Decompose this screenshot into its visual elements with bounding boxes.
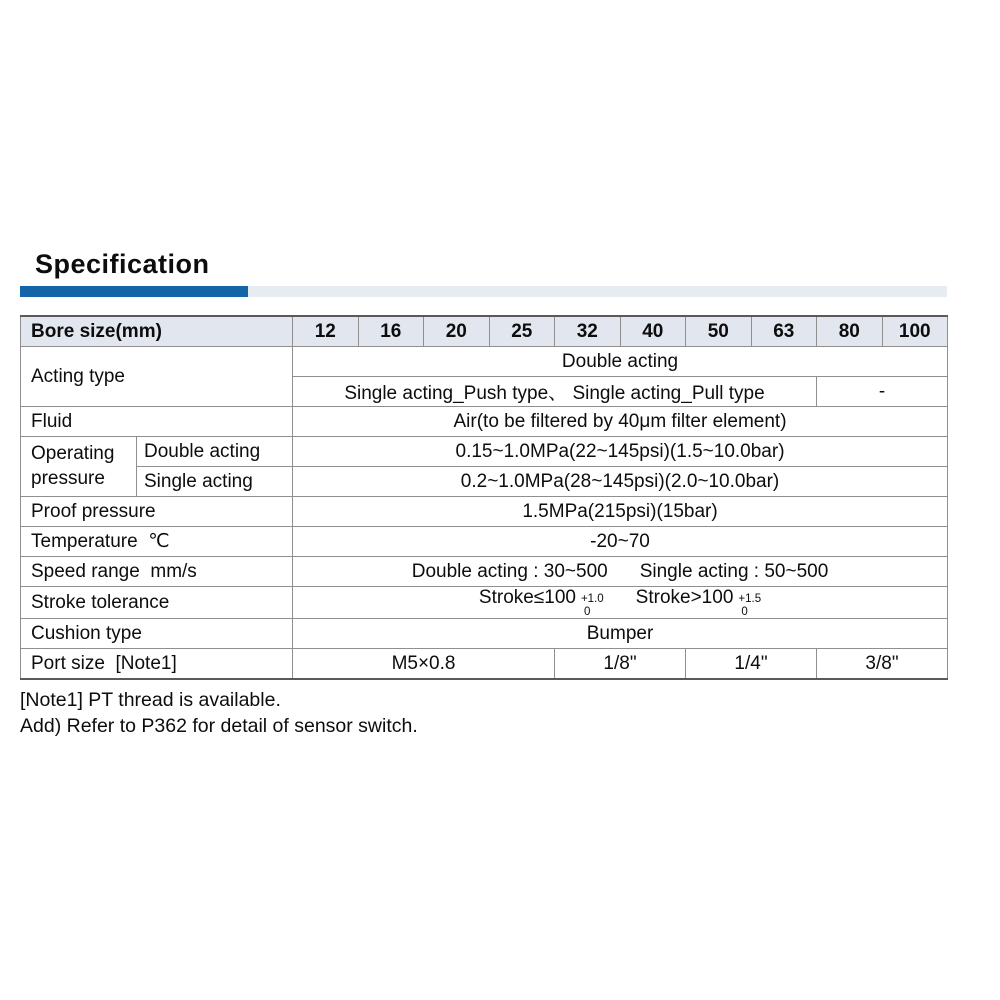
stroke-tolerance-seg2-text: Stroke>100	[635, 587, 734, 609]
operating-pressure-label: Operating pressure	[21, 437, 137, 497]
table-row-proof-pressure	[21, 497, 948, 527]
tolerance-subscript: 0	[583, 605, 591, 618]
tolerance-subscript: 0	[741, 605, 748, 618]
bore-size-col: 63	[751, 316, 817, 347]
bore-size-col: 50	[686, 316, 752, 347]
table-row-cushion-type	[21, 619, 948, 649]
table-row-port-size	[21, 649, 948, 680]
acting-type-single-na: -	[817, 377, 948, 407]
speed-range-value	[293, 557, 948, 587]
table-row-fluid	[21, 407, 948, 437]
acting-type-single-value: Single acting_Push type、 Single acting_Pull type	[293, 377, 817, 407]
bore-size-col: 80	[817, 316, 883, 347]
port-size-1-4: 1/4"	[686, 649, 817, 680]
table-row-operating-pressure-single	[21, 467, 948, 497]
operating-pressure-single-sublabel: Single acting	[137, 467, 293, 497]
table-row-operating-pressure-double	[21, 437, 948, 467]
bore-size-col: 25	[489, 316, 555, 347]
spec-section	[20, 248, 947, 739]
table-row-stroke-tolerance	[21, 587, 948, 619]
footnotes	[20, 687, 947, 739]
speed-range-single: Single acting : 50~500	[639, 560, 829, 582]
title-underline-dark-segment	[20, 286, 248, 297]
bore-size-col: 12	[293, 316, 359, 347]
title-underline-bar	[20, 286, 947, 297]
cushion-type-value: Bumper	[293, 619, 948, 649]
bore-size-col: 40	[620, 316, 686, 347]
tolerance-superscript: +1.0	[580, 593, 604, 606]
fluid-label: Fluid	[21, 407, 293, 437]
bore-size-header-label: Bore size(mm)	[21, 316, 293, 347]
acting-type-double-value: Double acting	[293, 347, 948, 377]
tolerance-superscript: +1.5	[738, 593, 762, 606]
title-underline-light-segment	[248, 286, 947, 297]
operating-pressure-double-sublabel: Double acting	[137, 437, 293, 467]
table-row-speed-range	[21, 557, 948, 587]
stroke-tolerance-seg1-stack	[581, 593, 604, 617]
proof-pressure-label: Proof pressure	[21, 497, 293, 527]
footnote-line-1: [Note1] PT thread is available.	[20, 689, 281, 711]
bore-size-col: 20	[424, 316, 490, 347]
operating-pressure-single-value: 0.2~1.0MPa(28~145psi)(2.0~10.0bar)	[293, 467, 948, 497]
table-row-acting-type-double	[21, 347, 948, 377]
port-size-m5: M5×0.8	[293, 649, 555, 680]
bore-size-col: 32	[555, 316, 621, 347]
speed-range-double: Double acting : 30~500	[411, 560, 608, 582]
port-size-3-8: 3/8"	[817, 649, 948, 680]
table-row-bore-size	[21, 316, 948, 347]
footnote-line-2: Add) Refer to P362 for detail of sensor switch.	[20, 715, 418, 737]
operating-pressure-double-value: 0.15~1.0MPa(22~145psi)(1.5~10.0bar)	[293, 437, 948, 467]
cushion-type-label: Cushion type	[21, 619, 293, 649]
acting-type-label: Acting type	[21, 347, 293, 407]
port-size-label: Port size [Note1]	[21, 649, 293, 680]
table-row-temperature	[21, 527, 948, 557]
temperature-label: Temperature ℃	[21, 527, 293, 557]
temperature-value: -20~70	[293, 527, 948, 557]
speed-range-label: Speed range mm/s	[21, 557, 293, 587]
stroke-tolerance-seg2-stack	[738, 593, 761, 617]
stroke-tolerance-value	[293, 587, 948, 619]
stroke-tolerance-seg1-text: Stroke≤100	[478, 587, 576, 609]
bore-size-col: 100	[882, 316, 948, 347]
bore-size-col: 16	[358, 316, 424, 347]
stroke-tolerance-label: Stroke tolerance	[21, 587, 293, 619]
fluid-value: Air(to be filtered by 40μm filter element)	[293, 407, 948, 437]
proof-pressure-value: 1.5MPa(215psi)(15bar)	[293, 497, 948, 527]
page-title: Specification	[35, 249, 210, 279]
port-size-1-8: 1/8"	[555, 649, 686, 680]
specification-table	[20, 315, 948, 680]
